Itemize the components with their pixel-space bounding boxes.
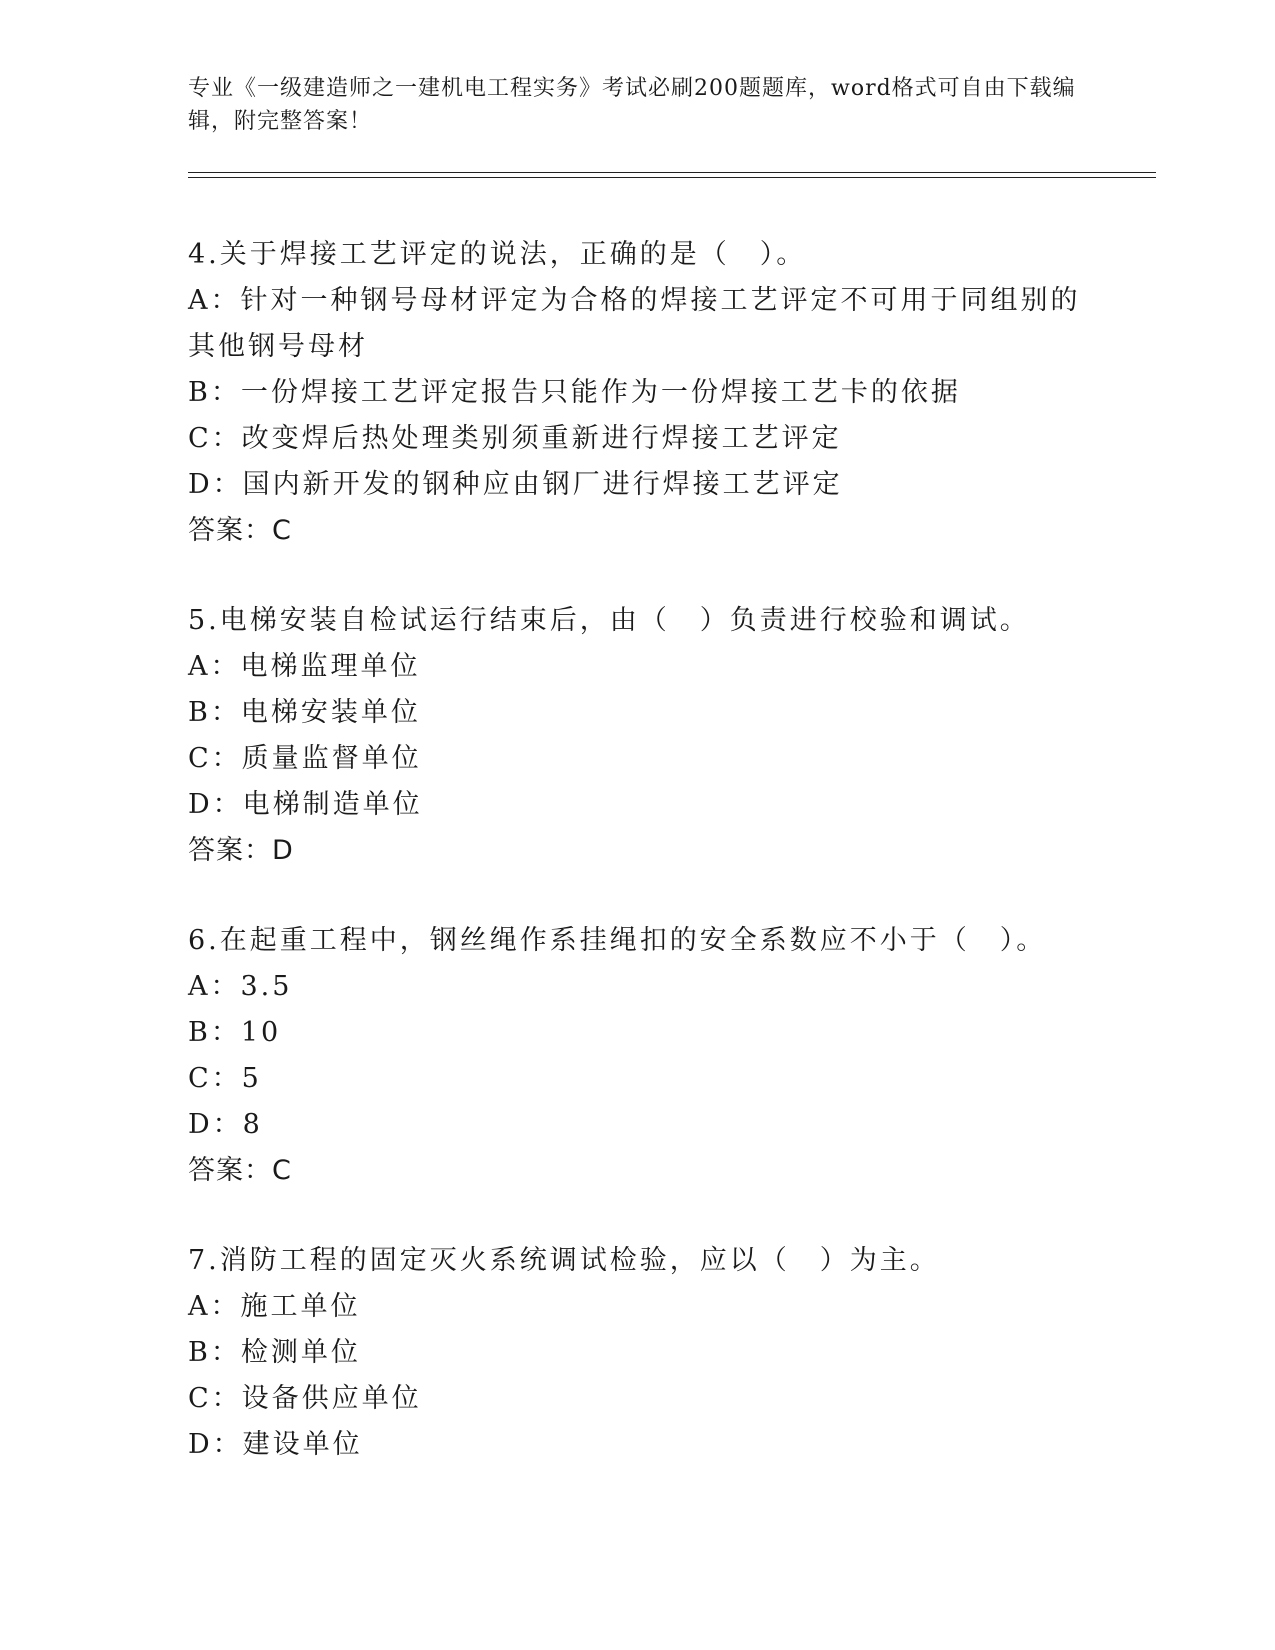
option-b: B：检测单位: [188, 1337, 361, 1368]
question-list: [188, 232, 1148, 1512]
option-c: C：5: [188, 1063, 262, 1094]
document-header: 专业《一级建造师之一建机电工程实务》考试必刷200题题库，word格式可自由下载编辑，附完整答案！: [188, 76, 1076, 134]
question-5: [188, 598, 1148, 874]
option-c: C：质量监督单位: [188, 743, 422, 774]
question-stem: 4.关于焊接工艺评定的说法，正确的是（ ）。: [188, 239, 807, 270]
option-c: C：设备供应单位: [188, 1383, 422, 1414]
question-4: [188, 232, 1148, 554]
option-d: D：建设单位: [188, 1429, 363, 1460]
option-b: B：一份焊接工艺评定报告只能作为一份焊接工艺卡的依据: [188, 377, 961, 408]
header-divider-bottom: [188, 177, 1156, 178]
question-7: [188, 1238, 1148, 1468]
question-stem: 5.电梯安装自检试运行结束后，由（ ）负责进行校验和调试。: [188, 605, 1030, 636]
answer-label: 答案：C: [188, 515, 292, 546]
option-d: D：国内新开发的钢种应由钢厂进行焊接工艺评定: [188, 469, 843, 500]
option-b: B：10: [188, 1017, 282, 1048]
answer-label: 答案：D: [188, 835, 294, 866]
question-stem: 7.消防工程的固定灭火系统调试检验，应以（ ）为主。: [188, 1245, 940, 1276]
answer-label: 答案：C: [188, 1155, 292, 1186]
option-d: D：电梯制造单位: [188, 789, 423, 820]
question-6: [188, 918, 1148, 1194]
header-divider-top: [188, 172, 1156, 173]
option-d: D：8: [188, 1109, 263, 1140]
option-b: B：电梯安装单位: [188, 697, 421, 728]
option-a: A：施工单位: [188, 1291, 361, 1322]
option-a: A：针对一种钢号母材评定为合格的焊接工艺评定不可用于同组别的其他钢号母材: [188, 285, 1081, 362]
option-a: A：电梯监理单位: [188, 651, 421, 682]
option-a: A：3.5: [188, 971, 293, 1002]
question-stem: 6.在起重工程中，钢丝绳作系挂绳扣的安全系数应不小于（ ）。: [188, 925, 1047, 956]
option-c: C：改变焊后热处理类别须重新进行焊接工艺评定: [188, 423, 842, 454]
